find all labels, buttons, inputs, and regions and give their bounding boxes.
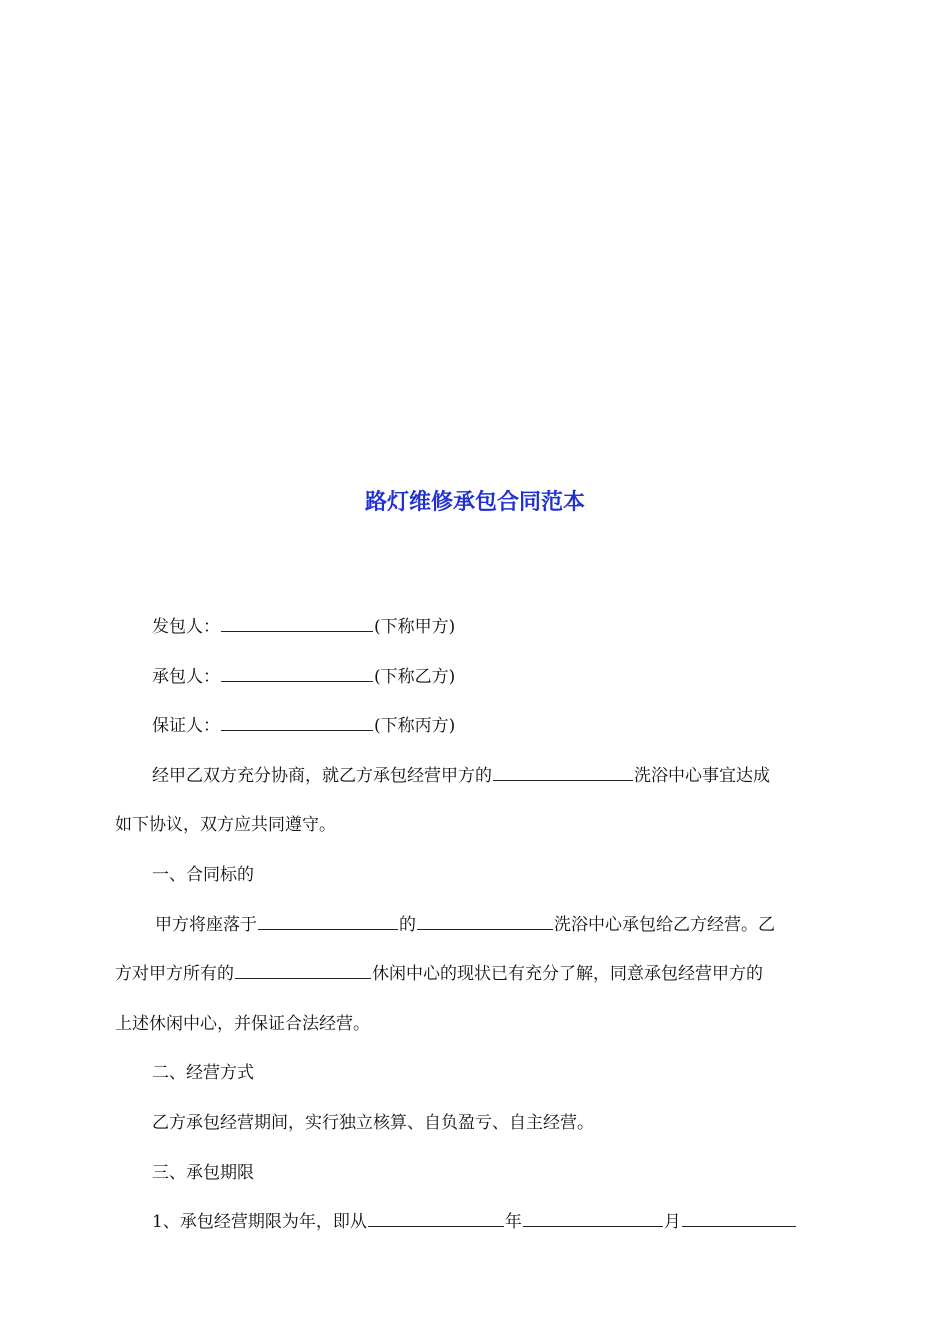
section3-heading: 三、承包期限: [152, 1162, 254, 1183]
section3-item-1: [115, 1198, 837, 1248]
leisure-center-blank: [235, 960, 371, 979]
employer-blank: [221, 613, 373, 632]
start-year-blank: [368, 1208, 504, 1227]
section1-line-3: 上述休闲中心，并保证合法经营。: [115, 1013, 370, 1034]
guarantor-line: [115, 702, 837, 752]
section1-text-c: 洗浴中心承包给乙方经营。乙: [554, 914, 775, 935]
document-body: [115, 603, 837, 1248]
section1-line-2: [115, 950, 837, 1000]
guarantor-blank: [221, 712, 373, 731]
intro-text-1: 经甲乙双方充分协商，就乙方承包经营甲方的: [152, 765, 492, 786]
section1-heading: 一、合同标的: [152, 864, 254, 885]
guarantor-suffix: (下称丙方): [374, 716, 456, 737]
section3-text-a: 1、承包经营期限为年，即从: [152, 1212, 367, 1233]
contractor-line: [115, 653, 837, 703]
employer-suffix: (下称甲方): [374, 617, 456, 637]
contractor-blank: [221, 663, 373, 682]
section1-text-a: 甲方将座落于: [155, 914, 257, 935]
section1-text-b: 的: [399, 914, 416, 935]
center-name-blank: [417, 911, 553, 930]
document-title: 路灯维修承包合同范本: [364, 490, 585, 515]
intro-blank: [493, 762, 633, 781]
intro-text-2: 洗浴中心事宜达成: [634, 765, 770, 786]
start-month-blank: [523, 1208, 663, 1227]
section1-text-d: 方对甲方所有的: [115, 964, 234, 985]
section1-line-1: [115, 901, 837, 951]
section2-heading: 二、经营方式: [152, 1063, 254, 1084]
start-day-blank: [682, 1208, 796, 1227]
section3-text-c: 月: [663, 1212, 681, 1233]
section1-text-e: 休闲中心的现状已有充分了解，同意承包经营甲方的: [372, 964, 763, 985]
intro-line-1: [115, 752, 837, 802]
section2-line-1: 乙方承包经营期间，实行独立核算、自负盈亏、自主经营。: [152, 1112, 594, 1133]
contractor-suffix: (下称乙方): [374, 666, 456, 687]
employer-label: 发包人：: [152, 617, 220, 637]
intro-line-2: 如下协议，双方应共同遵守。: [115, 815, 336, 836]
employer-line: [115, 603, 837, 653]
location-blank: [258, 911, 398, 930]
guarantor-label: 保证人：: [152, 716, 220, 737]
section3-text-b: 年: [504, 1212, 522, 1233]
contractor-label: 承包人：: [152, 666, 220, 687]
